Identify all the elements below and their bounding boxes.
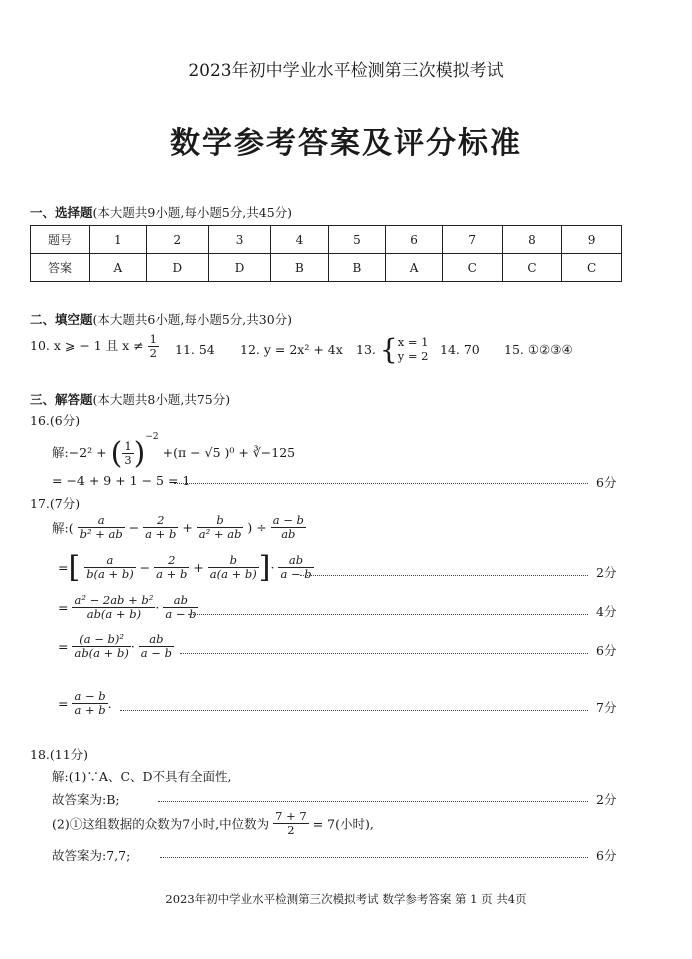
fraction [163, 594, 198, 621]
score-label: 6分 [596, 643, 617, 658]
paren-left: ( [110, 436, 123, 471]
frac-den: ab [281, 527, 296, 542]
operator: + [193, 560, 204, 575]
table-cell: C [442, 254, 502, 282]
operator: − [128, 520, 140, 536]
fraction [154, 554, 189, 581]
frac-den: b(a + b) [86, 567, 134, 581]
frac-num: a − b [272, 513, 304, 527]
fraction [72, 594, 155, 621]
frac-num: 2 [143, 514, 178, 528]
table-cell: 2 [146, 226, 208, 254]
equals: = [58, 600, 69, 616]
fill-q13 [356, 333, 428, 366]
leader-dots [300, 575, 588, 576]
fraction [72, 633, 130, 660]
section3-title: 三、解答题 [30, 392, 93, 407]
dot-operator: · [130, 639, 135, 655]
fill-q15: 15. ①②③④ [504, 342, 573, 357]
section1-title: 一、选择题 [30, 205, 93, 220]
leader-dots [160, 857, 588, 858]
paren-right: ) [133, 436, 146, 471]
table-cell: 8 [502, 226, 562, 254]
score-label: 2分 [596, 792, 617, 807]
score-label: 7分 [596, 700, 617, 715]
table-row-answers [31, 254, 622, 282]
table-row-label: 题号 [31, 226, 90, 254]
equals: = [58, 560, 69, 575]
q17-line2 [58, 550, 314, 585]
fraction [84, 554, 136, 581]
frac-den: a + b [145, 527, 177, 542]
frac-num: (a − b)² [72, 633, 130, 647]
frac-num: b [208, 554, 259, 568]
q13-line1: x = 1 [397, 334, 429, 349]
q18-line4: 故答案为:7,7; [52, 848, 131, 863]
q16-line1-b: +(π − √5 )⁰ + ∛−125 [162, 445, 296, 460]
table-cell: C [502, 254, 562, 282]
answer-table [30, 225, 622, 282]
q18-line2: 故答案为:B; [52, 792, 120, 807]
frac-den: b² + ab [79, 527, 123, 542]
table-cell: 5 [328, 226, 386, 254]
frac-num: a − b [74, 689, 106, 703]
q17-label: 17.(7分) [30, 496, 81, 511]
fraction [271, 514, 306, 541]
fraction [197, 514, 244, 541]
equals: = [58, 639, 69, 655]
table-cell: 9 [562, 226, 622, 254]
q18-line3-b: = 7(小时), [312, 816, 374, 832]
table-cell: D [146, 254, 208, 282]
frac-num: 1 [124, 438, 132, 453]
q16-line1-a: 解:−2² + [52, 445, 107, 460]
frac-num: a² − 2ab + b² [74, 593, 154, 607]
q16-label: 16.(6分) [30, 413, 81, 428]
section1-heading [30, 203, 292, 221]
frac-den: a − b [140, 646, 172, 661]
equals: = [58, 696, 69, 712]
dot-operator: · [270, 560, 275, 575]
fraction [78, 514, 125, 541]
fill-q12: 12. y = 2x² + 4x [240, 342, 343, 357]
fill-q11: 11. 54 [175, 342, 215, 357]
score-label: 6分 [596, 475, 617, 490]
q16-line1 [52, 432, 295, 471]
table-cell: B [328, 254, 386, 282]
leader-dots [174, 483, 588, 484]
fraction [72, 690, 107, 717]
q10-text: 10. x ⩾ − 1 且 x ≠ [30, 338, 144, 354]
fill-q10 [30, 333, 159, 360]
table-cell: A [386, 254, 443, 282]
frac-den: 3 [124, 453, 132, 467]
frac-num: 2 [154, 554, 189, 568]
table-row-questions [31, 226, 622, 254]
q17-line4 [58, 633, 174, 660]
q18-line3-a: (2)①这组数据的众数为7小时,中位数为 [52, 816, 270, 832]
table-cell: 1 [90, 226, 147, 254]
frac-den: a − b [165, 607, 197, 622]
section1-note: (本大题共9小题,每小题5分,共45分) [92, 205, 293, 220]
leader-dots [120, 710, 588, 711]
operator: ) ÷ [247, 520, 267, 536]
q16-line2: = −4 + 9 + 1 − 5 = 1 [52, 473, 191, 488]
q18-label: 18.(11分) [30, 747, 89, 762]
leader-dots [158, 801, 588, 802]
table-cell: A [90, 254, 147, 282]
score-label: 4分 [596, 604, 617, 619]
frac-den: a + b [74, 703, 106, 718]
fraction [143, 514, 178, 541]
section3-note: (本大题共8小题,共75分) [92, 392, 231, 407]
frac-den: a(a + b) [209, 567, 257, 581]
frac-num: 1 [149, 332, 157, 346]
q18-line1: 解:(1)∵A、C、D不具有全面性, [52, 769, 232, 784]
q13-line2: y = 2 [397, 348, 429, 363]
table-cell: B [271, 254, 329, 282]
page-title: 数学参考答案及评分标准 [170, 126, 522, 161]
fraction [139, 633, 174, 660]
q17-line5 [58, 690, 112, 717]
frac-num: ab [139, 633, 174, 647]
leader-dots [188, 614, 588, 615]
frac-den: a − b [280, 567, 312, 581]
table-row-label: 答案 [31, 254, 90, 282]
score-label: 2分 [596, 565, 617, 580]
operator: − [139, 560, 151, 575]
section2-title: 二、填空题 [30, 312, 93, 327]
operator: + [182, 520, 193, 536]
section2-heading [30, 310, 292, 328]
bracket-left: [ [68, 550, 81, 585]
fraction [208, 554, 259, 581]
table-cell: 7 [442, 226, 502, 254]
table-cell: C [562, 254, 622, 282]
q13-system [398, 336, 429, 364]
q10-fraction [148, 333, 159, 360]
section3-heading [30, 390, 230, 408]
frac-num: ab [278, 554, 313, 568]
frac-den: 2 [287, 823, 295, 838]
table-cell: 4 [271, 226, 329, 254]
frac-num: ab [163, 594, 198, 608]
q18-line3 [52, 810, 374, 837]
q17-l1-prefix: 解:( [52, 520, 74, 536]
q17-line3 [58, 594, 198, 621]
leader-dots [180, 653, 588, 654]
dot-operator: · [155, 600, 160, 616]
q16-exponent: −2 [145, 432, 159, 442]
page-footer: 2023年初中学业水平检测第三次模拟考试 数学参考答案 第 1 页 共4页 [165, 892, 527, 906]
fraction [278, 554, 313, 581]
q16-fraction [122, 440, 133, 467]
brace-symbol: { [379, 333, 398, 366]
q17-line1 [52, 514, 306, 541]
table-cell: D [208, 254, 270, 282]
fraction [273, 810, 309, 837]
q13-label: 13. [356, 342, 376, 357]
section2-note: (本大题共6小题,每小题5分,共30分) [92, 312, 293, 327]
bracket-right: ] [258, 550, 271, 585]
period: . [107, 696, 112, 712]
frac-num: a [84, 554, 136, 568]
table-cell: 3 [208, 226, 270, 254]
frac-num: b [197, 514, 244, 528]
frac-den: ab(a + b) [86, 607, 142, 622]
frac-den: a + b [156, 567, 188, 581]
frac-den: a² + ab [198, 527, 242, 542]
frac-den: 2 [149, 346, 157, 361]
frac-num: 7 + 7 [275, 809, 307, 823]
table-cell: 6 [386, 226, 443, 254]
fill-q14: 14. 70 [440, 342, 480, 357]
frac-num: a [78, 514, 125, 528]
score-label: 6分 [596, 848, 617, 863]
exam-title: 2023年初中学业水平检测第三次模拟考试 [188, 61, 504, 81]
frac-den: ab(a + b) [74, 646, 129, 661]
